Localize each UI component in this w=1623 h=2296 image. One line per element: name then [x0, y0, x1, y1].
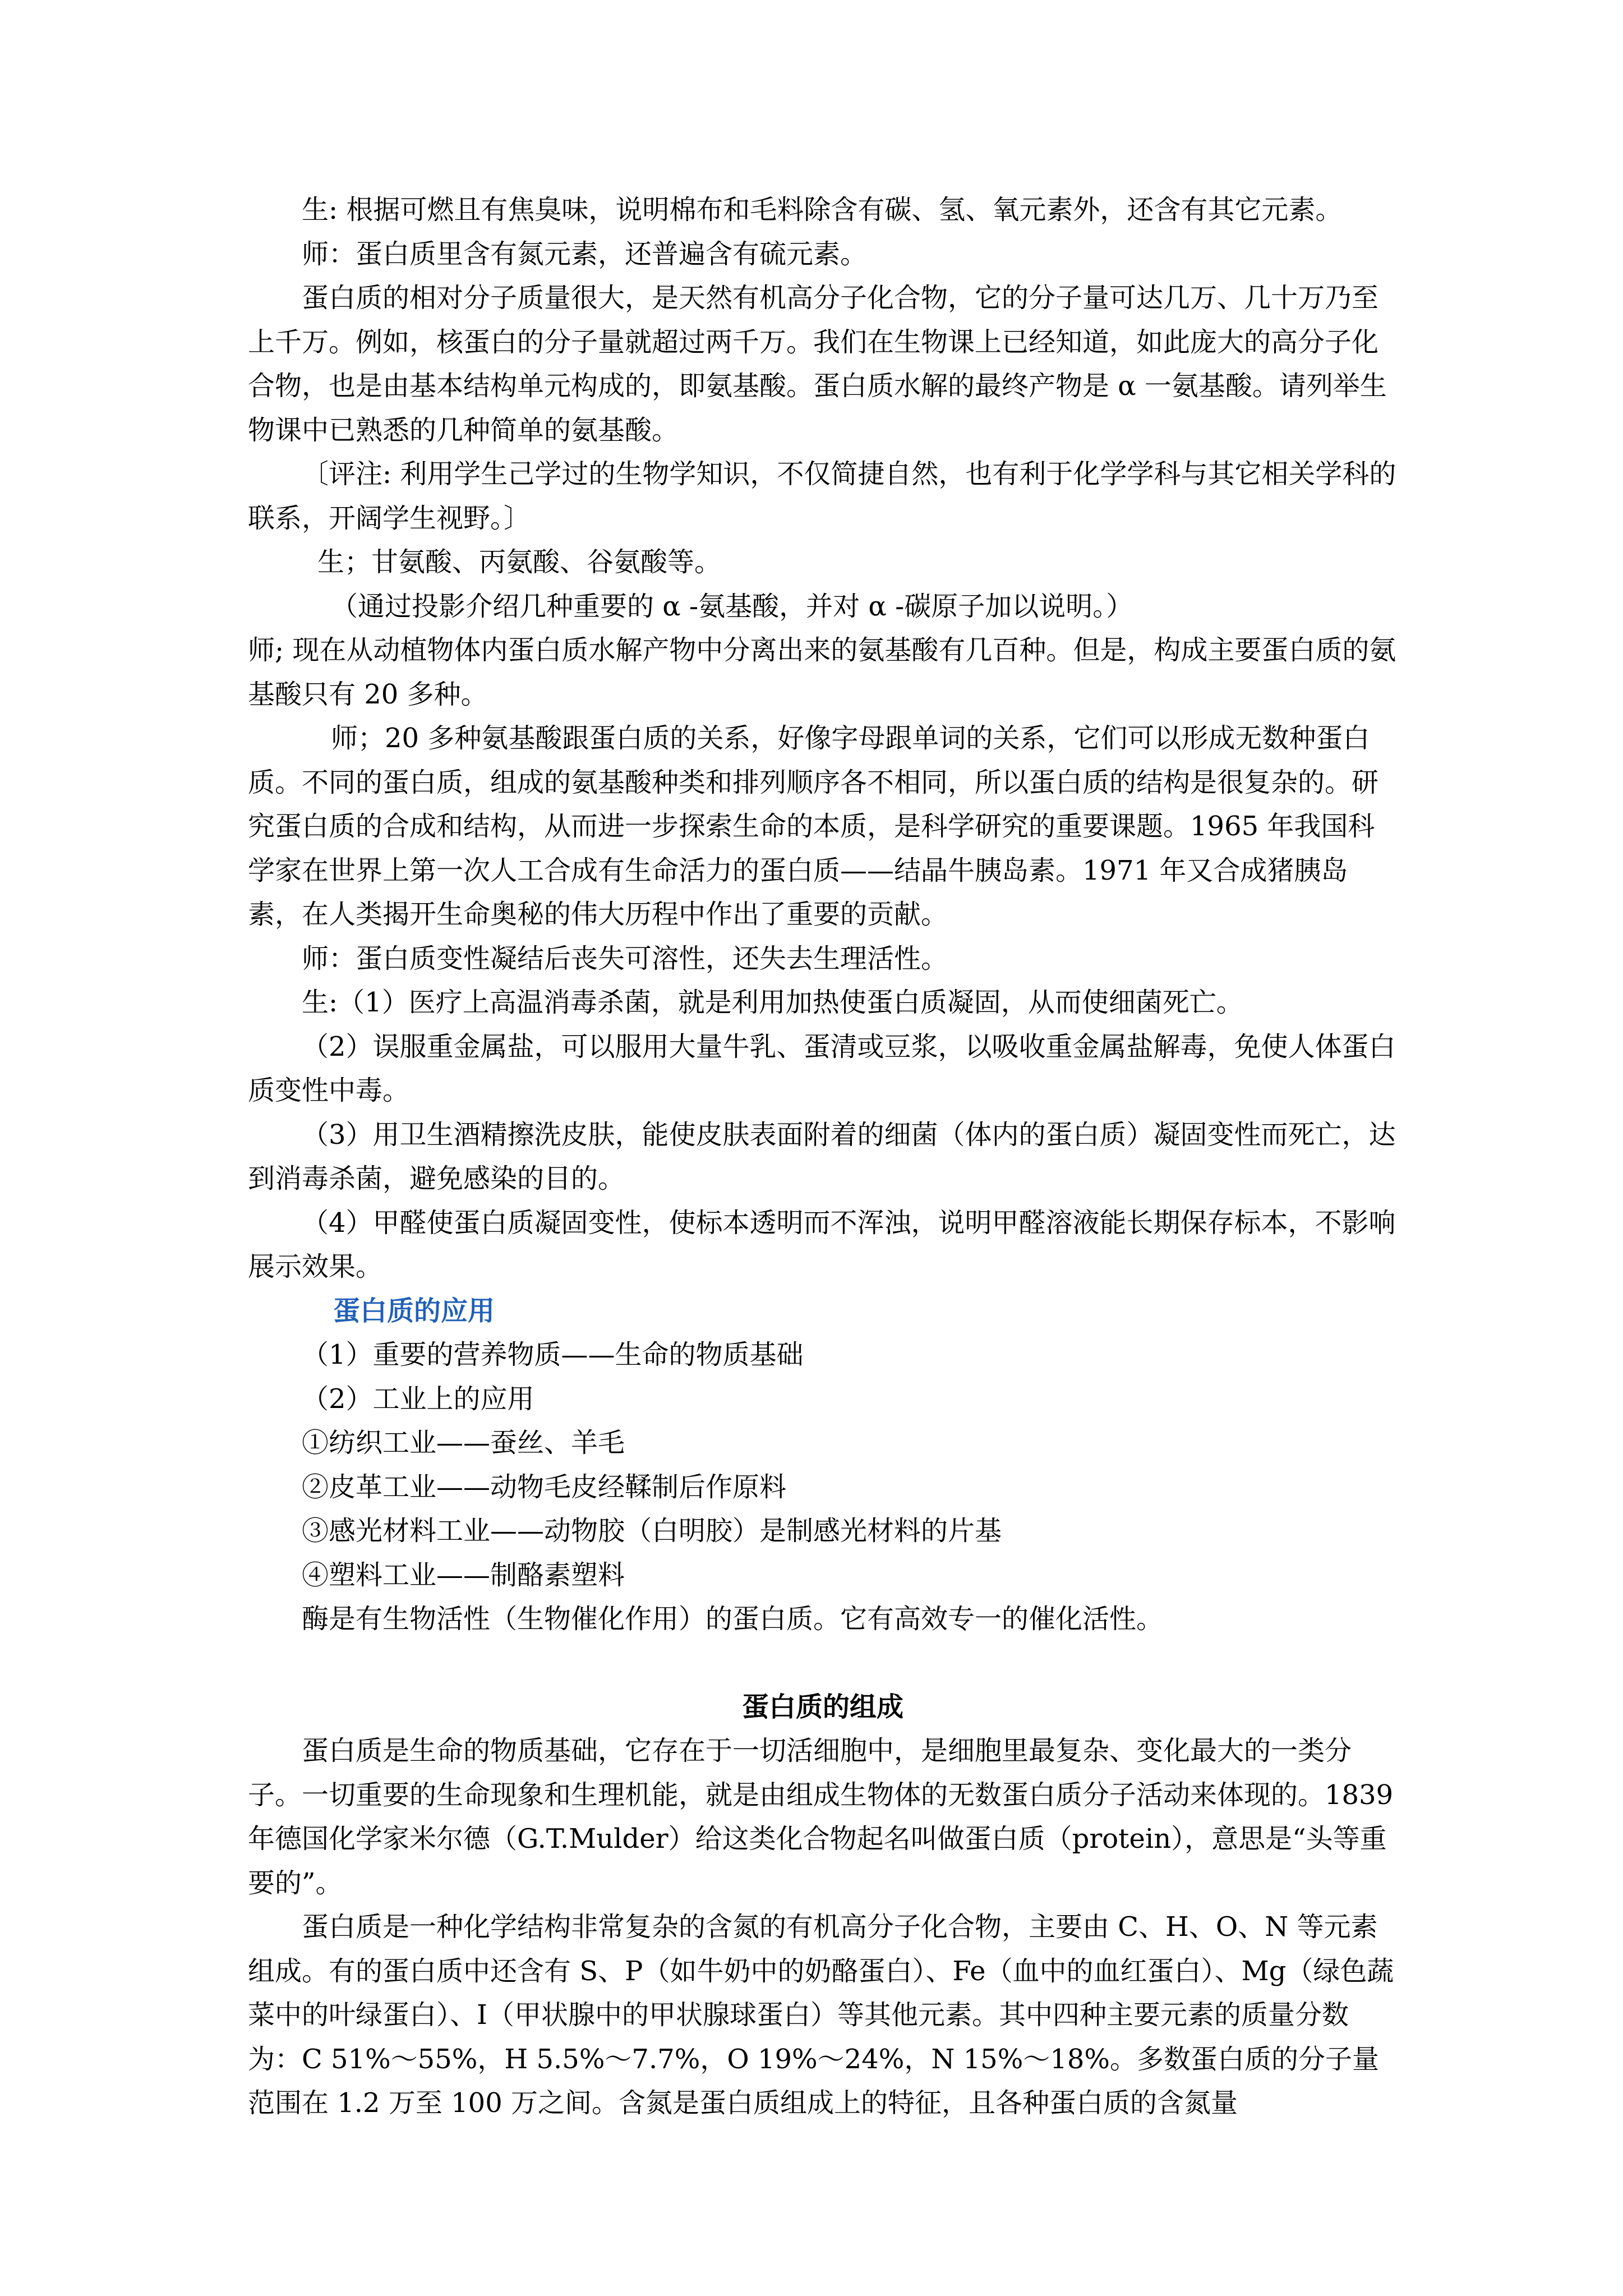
paragraph-comment: 〔评注: 利用学生己学过的生物学知识，不仅简捷自然，也有利于化学学科与其它相关学科的联系，开阔学生视野。〕	[248, 458, 1396, 534]
paragraph-projection-note: （通过投影介绍几种重要的 α -氨基酸，并对 α -碳原子加以说明。）	[331, 590, 1133, 622]
paragraph-composition-intro: 蛋白质是生命的物质基础，它存在于一切活细胞中，是细胞里最复杂、变化最大的一类分子。一切重要的生命现象和生理机能，就是由组成生物体的无数蛋白质分子活动来体现的。1839 年德国化学家米尔德（G.T.Mulder）给这类化合物起名叫做蛋白质（protein），意思是“头等重要的”。	[248, 1735, 1394, 1899]
paragraph-molecular-mass: 蛋白质的相对分子质量很大，是天然有机高分子化合物，它的分子量可达几万、几十万乃至上千万。例如，核蛋白的分子量就超过两千万。我们在生物课上已经知道，如此庞大的高分子化合物，也是由基本结构单元构成的，即氨基酸。蛋白质水解的最终产物是 α 一氨基酸。请列举生物课中已熟悉的几种简单的氨基酸。	[248, 282, 1387, 446]
paragraph-application-2: （2）误服重金属盐，可以服用大量牛乳、蛋清或豆浆，以吸收重金属盐解毒，免使人体蛋白质变性中毒。	[248, 1030, 1396, 1106]
paragraph-protein-structure: 师；20 多种氨基酸跟蛋白质的关系，好像字母跟单词的关系，它们可以形成无数种蛋白质。不同的蛋白质，组成的氨基酸种类和排列顺序各不相同，所以蛋白质的结构是很复杂的。研究蛋白质的合成和结构，从而进一步探索生命的本质，是科学研究的重要课题。1965 年我国科学家在世界上第一次人工合成有生命活力的蛋白质——结晶牛胰岛素。1971 年又合成猪胰岛素，在人类揭开生命奥秘的伟大历程中作出了重要的贡献。	[248, 723, 1379, 930]
list-item-photosensitive: ③感光材料工业——动物胶（白明胶）是制感光材料的片基	[302, 1515, 1002, 1547]
paragraph-teacher-nitrogen: 师：蛋白质里含有氮元素，还普遍含有硫元素。	[302, 238, 868, 270]
list-item-nutrition: （1）重要的营养物质——生命的物质基础	[302, 1339, 804, 1370]
paragraph-denaturation: 师：蛋白质变性凝结后丧失可溶性，还失去生理活性。	[302, 942, 948, 974]
section-heading-applications: 蛋白质的应用	[333, 1295, 495, 1327]
paragraph-composition-elements: 蛋白质是一种化学结构非常复杂的含氮的有机高分子化合物，主要由 C、H、O、N 等元素组成。有的蛋白质中还含有 S、P（如牛奶中的奶酪蛋白）、Fe（血中的血红蛋白）、Mg（绿色蔬菜中的叶绿蛋白）、I（甲状腺中的甲状腺球蛋白）等其他元素。其中四种主要元素的质量分数为：C 51%～55%，H 5.5%～7.7%，O 19%～24%，N 15%～18%。多数蛋白质的分子量范围在 1.2 万至 100 万之间。含氮是蛋白质组成上的特征，且各种蛋白质的含氮量	[248, 1911, 1394, 2119]
document-body	[248, 188, 1398, 2125]
paragraph-student-answer: 生: 根据可燃且有焦臭味，说明棉布和毛料除含有碳、氢、氧元素外，还含有其它元素。	[302, 194, 1343, 226]
paragraph-amino-acid-count: 师; 现在从动植物体内蛋白质水解产物中分离出来的氨基酸有几百种。但是，构成主要蛋白质的氨基酸只有 20 多种。	[248, 634, 1396, 710]
paragraph-amino-acids-list: 生；甘氨酸、丙氨酸、谷氨酸等。	[317, 546, 722, 578]
section-title-composition: 蛋白质的组成	[741, 1691, 903, 1723]
paragraph-application-4: （4）甲醛使蛋白质凝固变性，使标本透明而不浑浊，说明甲醛溶液能长期保存标本，不影响展示效果。	[248, 1207, 1396, 1282]
paragraph-application-1: 生:（1）医疗上高温消毒杀菌，就是利用加热使蛋白质凝固，从而使细菌死亡。	[302, 987, 1243, 1018]
paragraph-enzymes: 酶是有生物活性（生物催化作用）的蛋白质。它有高效专一的催化活性。	[302, 1603, 1164, 1635]
list-item-textile: ①纺织工业——蚕丝、羊毛	[302, 1427, 625, 1458]
list-item-leather: ②皮革工业——动物毛皮经鞣制后作原料	[302, 1471, 787, 1503]
paragraph-application-3: （3）用卫生酒精擦洗皮肤，能使皮肤表面附着的细菌（体内的蛋白质）凝固变性而死亡，达到消毒杀菌，避免感染的目的。	[248, 1119, 1396, 1194]
list-item-plastics: ④塑料工业——制酪素塑料	[302, 1559, 625, 1591]
list-item-industry: （2）工业上的应用	[302, 1383, 534, 1415]
